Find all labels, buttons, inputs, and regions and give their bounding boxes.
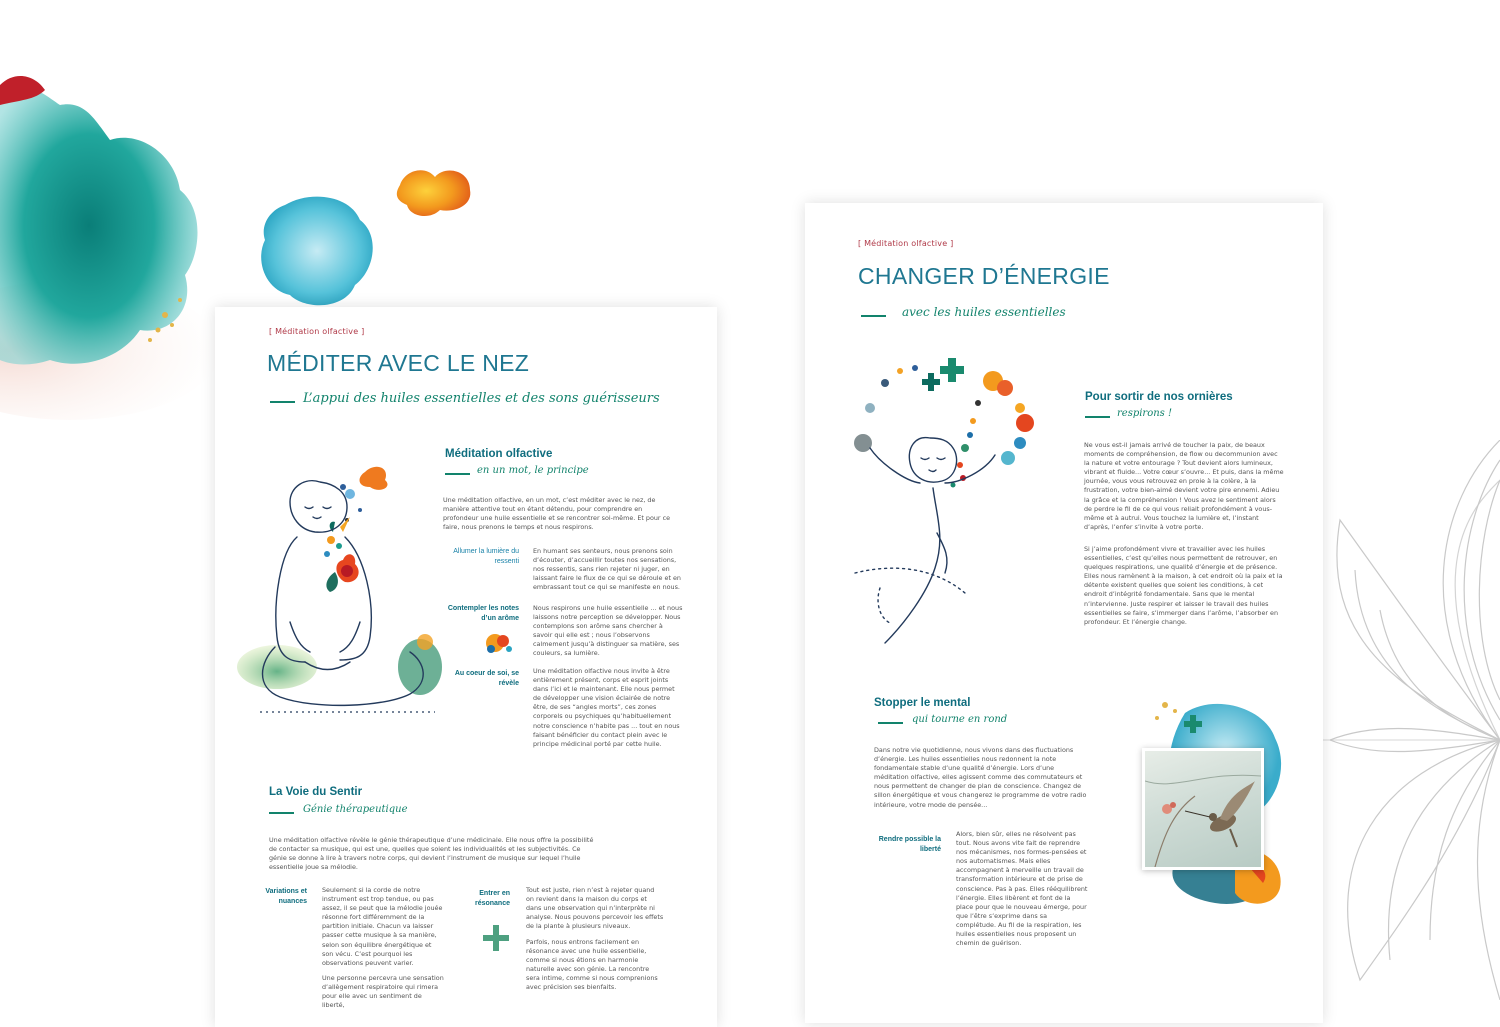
paragraph: Ne vous est-il jamais arrivé de toucher la paix, de beaux moments de compréhension, de flow ou decommunion avec la nature et votre entourage ? Tout devient alors lumineux, vibrant et fluide... Votre cœur s’ouvre... Et puis, dans la même journée, vous vous retrouvez en proie à la colère, à la frustration, votre bien-aimé devient votre pire ennemi. Adieu la grâce et la compréhension ! Vous avez le sentiment alors de perdre le fil de ce qui vous reliait profondément à vous-même et à autrui. Vous touchez la lumière et, l’instant d’après, l’enfer s’invite à votre porte. [1084,441,1284,531]
left-page [215,307,717,1027]
paragraph: Nous respirons une huile essentielle ... et nous laissons notre perception se développer. Nous contemplons son arôme sans chercher à savoir qui elle est ; nous l’observons calmement jusqu’à distinguer sa matière, ses couleurs, sa lumière. [533,604,683,658]
divider [269,812,294,814]
watercolor-splash-blue [255,190,380,315]
section-heading-ornieres: Pour sortir de nos ornières [1085,391,1233,403]
side-label: Rendre possible la liberté [878,836,941,853]
section-subheading: respirons ! [1117,408,1172,419]
page-title: MÉDITER AVEC LE NEZ [267,350,530,376]
watercolor-leaf-icon [481,923,511,953]
page-title: CHANGER D’ÉNERGIE [858,263,1110,289]
section-subheading: Génie thérapeutique [303,804,408,815]
paragraph: Seulement si la corde de notre instrument est trop tendue, ou pas assez, il se peut que la mélodie jouée résonne fort différemment de la partition initiale. Chacun va laisser passer cette musique à sa manière, selon son équilibre énergétique et son vécu. C’est pourquoi les observations peuvent varier. [322,886,443,967]
watercolor-splash-left [0,60,240,440]
paragraph: En humant ses senteurs, nous prenons soin d’écouter, d’accueillir toutes nos sensations, nos ressentis, sans rien rejeter ni juger, en laissant faire le flux de ce qui se déroule et en embrassant tout ce qui se manifeste en nous. [533,547,681,592]
paragraph: Alors, bien sûr, elles ne résolvent pas tout. Nous avons vite fait de reprendre nos mécanismes, nos formes-pensées et nos automatismes. Mais elles accompagnent à merveille un travail de transformation intérieure et de prise de conscience. Pas à pas. Elles rééquilibrent l’énergie. Elles libèrent et font de la place pour que le nouveau émerge, pour que l’être s’exprime dans sa complétude. Au fil de la respiration, les huiles essentielles nous proposent un chemin de guérison. [956,830,1088,948]
hummingbird-photo [1142,748,1264,870]
side-label: Allumer la lumière du ressenti [453,548,519,565]
side-label: Variations et nuances [265,888,307,905]
paragraph: Une personne percevra une sensation d’allègement respiratoire qui rimera pour elle avec un sentiment de liberté, [322,974,444,1010]
divider [861,315,886,317]
watercolor-splash-orange [395,165,475,225]
section-heading-meditation: Méditation olfactive [445,448,553,460]
divider [270,401,295,403]
section-heading-mental: Stopper le mental [874,697,971,709]
watercolor-flower-icon [481,629,517,657]
divider [445,473,470,475]
section-subheading: en un mot, le principe [477,465,589,476]
side-label: Contempler les notes d’un arôme [447,605,519,622]
divider [878,722,903,724]
section-intro: Une méditation olfactive, en un mot, c’est méditer avec le nez, de manière attentive tout en étant détendu, pour comprendre en profondeur une huile essentielle et se rencontrer soi-même. Et pour ce faire, nous prenons le temps et nous respirons. [443,496,671,532]
page-subtitle: L’appui des huiles essentielles et des sons guérisseurs [303,391,660,406]
side-label: Entrer en résonance [474,890,510,907]
right-page [805,203,1323,1023]
section-intro: Une méditation olfactive révèle le génie thérapeutique d’une médicinale. Elle nous offre la possibilité de contacter sa musique, qui est une, quelles que soient les individualités et les subjectivités. Ce génie se donne à lire à travers notre corps, qui devient l’instrument de musique sur lequel l’huile essentielle joue sa mélodie. [269,836,594,872]
mandala-flower-outline [1320,440,1500,1000]
section-heading-voie: La Voie du Sentir [269,786,363,798]
paragraph: Parfois, nous entrons facilement en résonance avec une huile essentielle, comme si nous étions en harmonie naturelle avec son génie. La rencontre sera intime, comme si nous comprenions avec précision ses bienfaits. [526,938,658,992]
section-subheading: qui tourne en rond [912,714,1008,725]
paragraph: Une méditation olfactive nous invite à être entièrement présent, corps et esprit joints dans l’ici et le maintenant. Elle nous permet de développer une vision éclairée de notre être, de ses “angles morts”, ces zones corporels ou psychiques qu’habituellement notre conscience n’habite pas ... tout en nous faisant bénéficier du contact plein avec le principe médicinal porté par cette huile. [533,667,680,748]
paragraph: Tout est juste, rien n’est à rejeter quand on revient dans la maison du corps et dans une observation qui n’interprète ni analyse. Nous pouvons percevoir les effets de la plante à plusieurs niveaux. [526,886,664,931]
divider [1085,416,1110,418]
kicker: [ Méditation olfactive ] [858,239,954,248]
section-intro: Dans notre vie quotidienne, nous vivons dans des fluctuations d’énergie. Les huiles essentielles nous redonnent la note fondamentale stable d’une qualité d’énergie. Lors d’une méditation olfactive, elles agissent comme des commutateurs et nous permettent de changer de plan de conscience. Changez de sillon énergétique et vous changerez le programme de votre radio intérieure, votre mode de pensée... [874,746,1087,809]
kicker: [ Méditation olfactive ] [269,327,365,336]
dancing-figure-illustration [845,353,1065,653]
page-subtitle: avec les huiles essentielles [902,305,1066,319]
meditating-figure-illustration [235,462,445,732]
paragraph: Si j’aime profondément vivre et travailler avec les huiles essentielles, c’est qu’elles nous permettent de retrouver, en quelques respirations, une qualité d’énergie et de présence. Elles nous ramènent à la maison, à cet endroit où la paix et la détente existent quelles que soient les conditions, à cet endroit d’intégrité fondamentale. Sans que le mental n’intervienne. Juste respirer et laisser le travail des huiles essentielles se faire, s’immerger dans l’arôme, l’absorber en profondeur. Et l’énergie change. [1084,545,1283,626]
side-label: Au coeur de soi, se révèle [454,670,519,687]
